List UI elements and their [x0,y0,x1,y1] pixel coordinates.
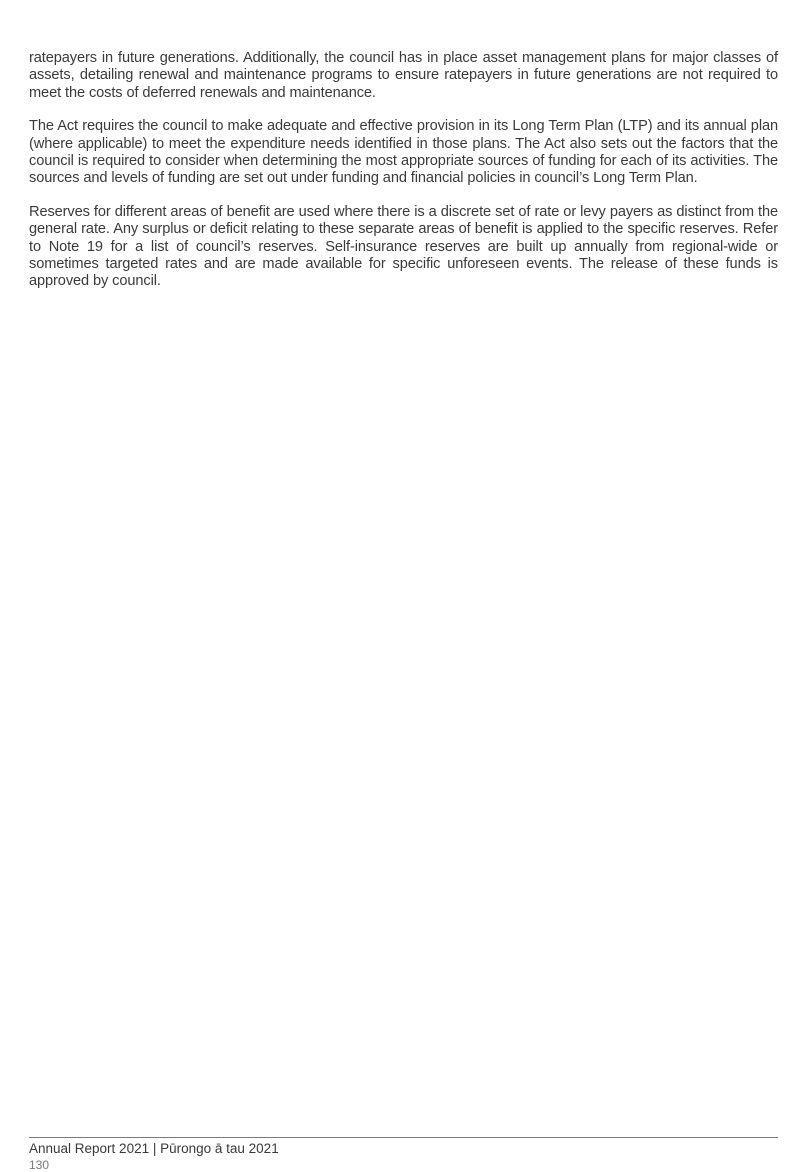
footer-divider [29,1137,778,1138]
page-number: 130 [29,1158,50,1172]
document-body [29,50,778,307]
paragraph-funding-provision: The Act requires the council to make adequate and effective provision in its Long Term Plan (LTP) and its annual plan (where applicable) to meet the expenditure needs identified in those plans. The Act also sets out the factors that the council is required to consider when determining the most appropriate sources of funding for each of its activities. The sources and levels of funding are set out under funding and financial policies in council’s Long Term Plan. [29,118,778,187]
paragraph-reserves: Reserves for different areas of benefit are used where there is a discrete set of rate or levy payers as distinct from the general rate. Any surplus or deficit relating to these separate areas of benefit is applied to the specific reserves. Refer to Note 19 for a list of council’s reserves. Self-insurance reserves are built up annually from regional-wide or sometimes targeted rates and are made available for specific unforeseen events. The release of these funds is approved by council. [29,203,778,290]
paragraph-intergenerational-equity: ratepayers in future generations. Additionally, the council has in place asset management plans for major classes of assets, detailing renewal and maintenance programs to ensure ratepayers in future generations are not required to meet the costs of deferred renewals and maintenance. [29,50,778,101]
footer-report-title: Annual Report 2021 | Pūrongo ā tau 2021 [29,1141,279,1156]
